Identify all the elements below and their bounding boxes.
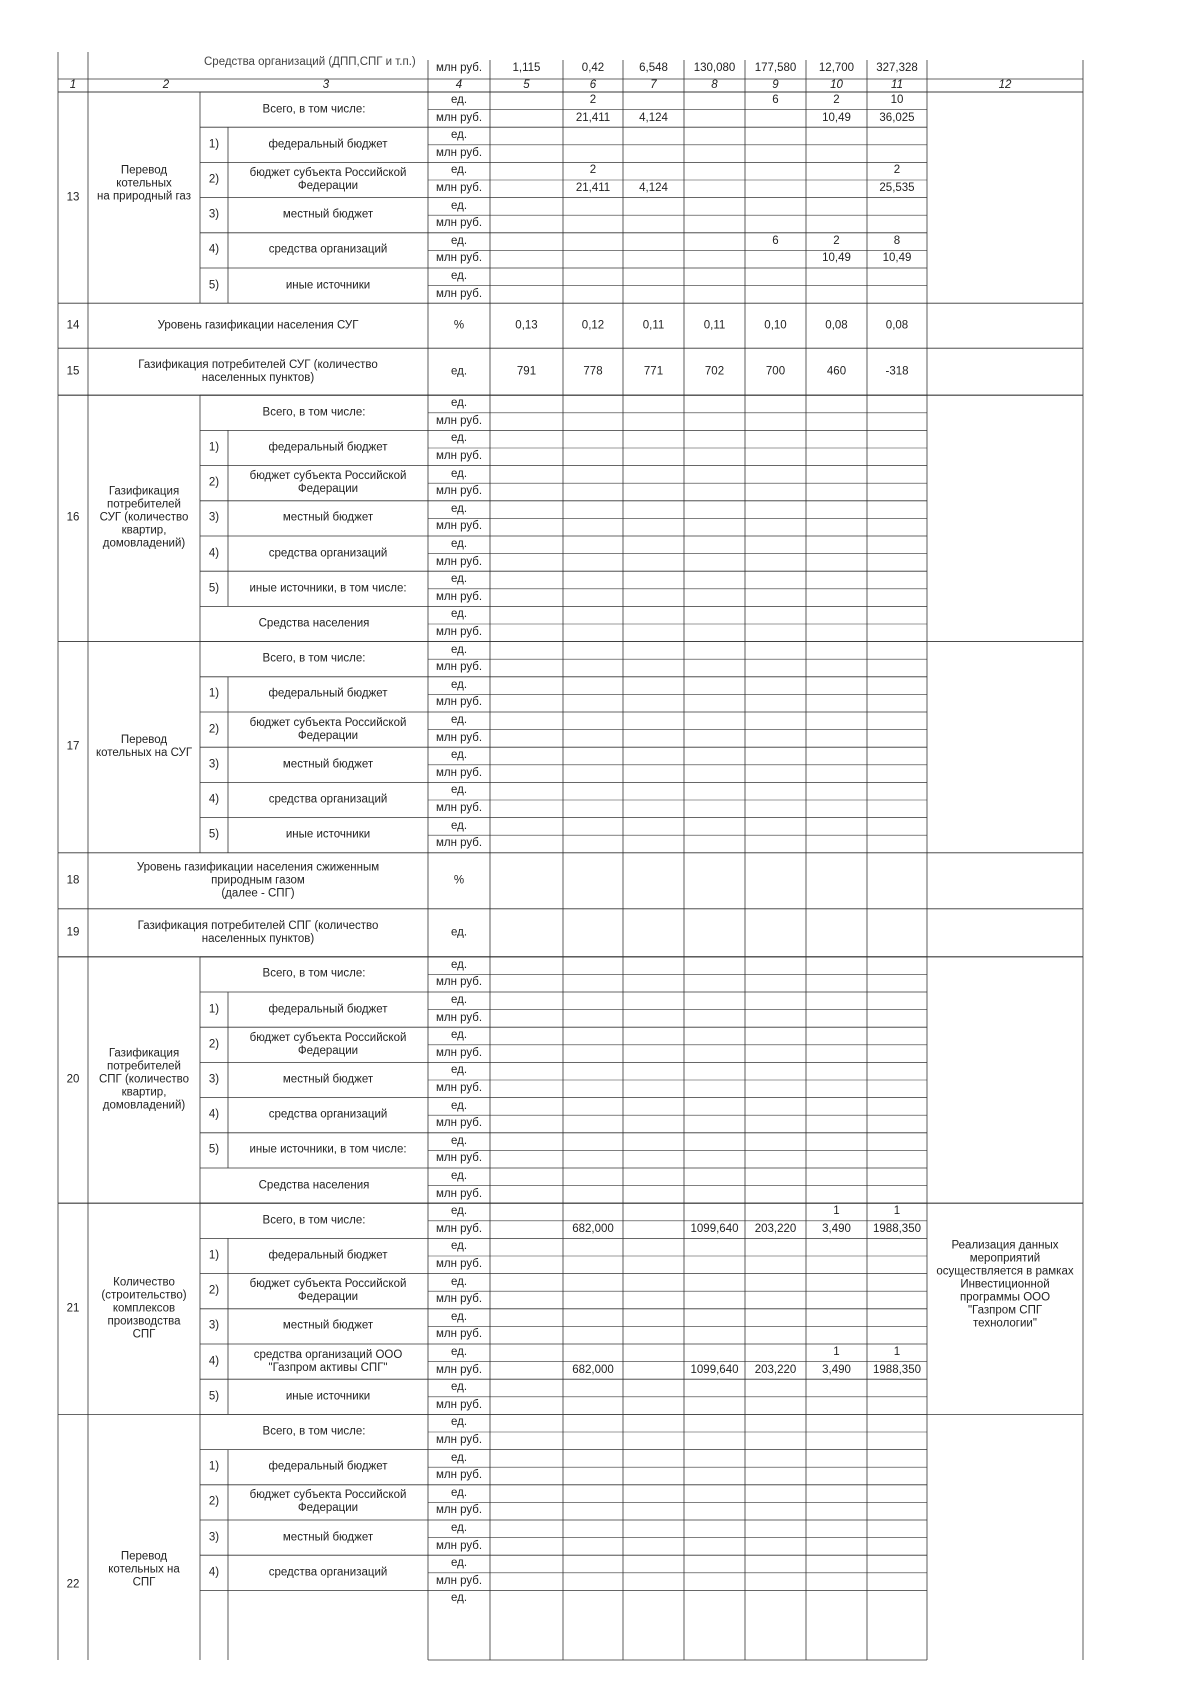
partial-row-value: 327,328 (876, 62, 918, 74)
row-number: 15 (66, 365, 80, 378)
value-cell: 3,490 (822, 1363, 851, 1376)
source-number: 3) (208, 208, 220, 221)
source-number: 1) (208, 441, 220, 454)
column-number: 5 (523, 79, 530, 91)
value-cell: 1 (833, 1205, 840, 1218)
row-number: 20 (66, 1073, 80, 1086)
value-cell: 0,12 (581, 319, 605, 332)
value-cell: 2 (833, 234, 840, 247)
partial-row-label: Средства организаций (ДПП,СПГ и т.п.) (204, 56, 416, 68)
unit-label: млн руб. (435, 252, 483, 265)
value-cell: 2 (589, 94, 597, 106)
row-number: 21 (66, 1302, 80, 1315)
unit-label: млн руб. (435, 1469, 483, 1482)
unit-label: млн руб. (435, 485, 483, 498)
value-cell: 1 (893, 1205, 901, 1218)
unit-label: млн руб. (435, 555, 483, 568)
source-number: 3) (208, 758, 220, 771)
row-name: Перевод котельных на природный газ (97, 164, 191, 203)
unit-label: ед. (450, 199, 468, 212)
unit-label: ед. (450, 397, 468, 410)
source-number: 3) (208, 511, 220, 524)
unit-label: ед. (450, 1170, 468, 1182)
value-cell: 36,025 (879, 111, 915, 124)
partial-row-value: 6,548 (639, 62, 668, 74)
source-label: местный бюджет (282, 511, 374, 524)
value-cell: 460 (826, 365, 847, 378)
column-number: 11 (891, 79, 903, 91)
source-number: 5) (208, 279, 220, 292)
column-number: 3 (322, 79, 330, 91)
value-cell: 0,08 (885, 319, 909, 332)
unit-label: млн руб. (435, 287, 483, 300)
column-number: 12 (998, 79, 1012, 91)
source-label: Всего, в том числе: (262, 967, 366, 980)
value-cell: 791 (516, 365, 537, 378)
value-cell: 3,490 (822, 1222, 851, 1235)
unit-label: ед. (450, 819, 468, 832)
unit-label: млн руб. (435, 520, 483, 533)
unit-label: ед. (450, 1346, 468, 1358)
unit-label: млн руб. (435, 590, 483, 603)
value-cell: 1099,640 (690, 1363, 739, 1376)
unit-label: % (453, 319, 465, 332)
source-number: 1) (208, 687, 220, 700)
unit-label: ед. (450, 432, 468, 445)
source-number: 3) (208, 1531, 220, 1544)
unit-label: ед. (450, 467, 468, 480)
unit-label: ед. (450, 1486, 468, 1499)
row-name: Перевод котельных на СПГ (108, 1550, 180, 1589)
column-number: 6 (589, 79, 597, 91)
unit-label: млн руб. (435, 217, 483, 230)
row-name: Перевод котельных на СУГ (95, 734, 193, 760)
value-cell: 25,535 (879, 182, 915, 194)
unit-label: млн руб. (435, 766, 483, 779)
source-label: средства организаций (268, 1108, 388, 1121)
unit-label: млн руб. (435, 146, 483, 159)
unit-label: ед. (450, 926, 468, 939)
source-label: Всего, в том числе: (262, 1214, 366, 1227)
source-label: средства организаций (268, 243, 388, 256)
unit-label: ед. (450, 1592, 468, 1605)
row-number: 14 (66, 319, 80, 332)
unit-label: ед. (450, 1240, 468, 1253)
unit-label: ед. (450, 164, 468, 177)
source-label: местный бюджет (282, 1319, 374, 1332)
value-cell: 1988,350 (873, 1222, 921, 1235)
column-number: 4 (455, 79, 463, 91)
unit-label: млн руб. (435, 1187, 483, 1200)
unit-label: млн руб. (435, 1574, 483, 1587)
value-cell: 21,411 (575, 182, 611, 194)
source-number: 1) (208, 1003, 220, 1016)
source-label: федеральный бюджет (268, 1003, 388, 1016)
unit-label: ед. (450, 502, 468, 515)
row-number: 19 (66, 926, 80, 939)
unit-label: млн руб. (435, 1293, 483, 1306)
row-name: Газификация потребителей СПГ (количество квартир, домовладений) (98, 1047, 190, 1112)
unit-label: ед. (450, 994, 468, 1006)
unit-label: ед. (450, 1416, 468, 1429)
source-number: 4) (208, 1108, 220, 1121)
source-number: 4) (208, 793, 220, 806)
source-label: средства организаций (268, 793, 388, 806)
unit-label: млн руб. (435, 1504, 483, 1517)
value-cell: 6 (772, 234, 779, 247)
source-number: 4) (208, 1355, 220, 1368)
unit-label: ед. (450, 1522, 468, 1534)
row-number: 18 (66, 874, 80, 887)
source-label: бюджет субъекта Российской Федерации (249, 167, 407, 192)
source-number: 2) (208, 723, 220, 736)
unit-label: ед. (450, 1134, 468, 1147)
unit-label: ед. (450, 270, 468, 282)
value-cell: 10,49 (882, 252, 912, 265)
value-cell: 4,124 (639, 111, 668, 124)
unit-label: млн руб. (435, 1539, 483, 1552)
source-number: 4) (208, 547, 220, 560)
unit-label: ед. (450, 1099, 468, 1112)
unit-label: млн руб. (435, 696, 483, 709)
value-cell: 778 (583, 365, 603, 378)
column-number: 9 (772, 79, 779, 91)
partial-row-value: 1,115 (512, 62, 541, 74)
source-label: Средства населения (258, 1179, 370, 1192)
source-label: иные источники (285, 828, 371, 841)
unit-label: млн руб. (435, 1046, 483, 1059)
row-name: Количество (строительство) комплексов производства СПГ (101, 1276, 187, 1341)
source-number: 1) (208, 1249, 220, 1262)
value-cell: 0,10 (764, 319, 787, 332)
value-cell: 1988,350 (873, 1363, 921, 1376)
unit-label: млн руб. (435, 414, 483, 427)
source-label: местный бюджет (282, 1073, 374, 1086)
source-number: 5) (208, 582, 220, 595)
value-cell: 4,124 (639, 182, 668, 194)
partial-row-value: 130,080 (693, 62, 736, 74)
partial-row-value: 177,580 (754, 62, 797, 74)
value-cell: 0,11 (642, 319, 665, 332)
source-number: 5) (208, 1390, 220, 1403)
partial-row-unit: млн руб. (435, 62, 483, 74)
unit-label: млн руб. (435, 1258, 483, 1270)
partial-row-value: 12,700 (818, 62, 855, 74)
value-cell: 2 (589, 164, 597, 177)
unit-label: млн руб. (435, 802, 483, 814)
unit-label: млн руб. (435, 1011, 483, 1024)
source-label: средства организаций (268, 547, 388, 560)
source-label: бюджет субъекта Российской Федерации (249, 1278, 407, 1304)
value-cell: 1 (893, 1346, 901, 1358)
source-number: 2) (208, 1495, 220, 1508)
source-label: иные источники (285, 1390, 371, 1403)
unit-label: ед. (450, 573, 468, 586)
value-cell: 2 (893, 164, 901, 177)
value-cell: 10 (890, 94, 904, 106)
partial-row-value: 0,42 (581, 62, 605, 74)
source-label: Всего, в том числе: (262, 406, 366, 419)
value-cell: -318 (885, 365, 909, 378)
unit-label: ед. (450, 538, 468, 550)
source-label: федеральный бюджет (268, 687, 388, 700)
unit-label: млн руб. (435, 976, 483, 989)
row-name: Уровень газификации населения сжиженным природным газом (далее - СПГ) (136, 861, 380, 900)
row-number: 17 (66, 740, 80, 753)
value-cell: 203,220 (754, 1363, 797, 1376)
unit-label: млн руб. (435, 1082, 483, 1094)
value-cell: 10,49 (822, 111, 851, 124)
unit-label: ед. (450, 94, 468, 106)
row-number: 22 (66, 1578, 80, 1591)
value-cell: 0,13 (515, 319, 538, 332)
unit-label: ед. (450, 608, 468, 621)
source-label: местный бюджет (282, 208, 374, 221)
unit-label: млн руб. (435, 1363, 483, 1376)
unit-label: млн руб. (435, 1328, 483, 1341)
source-number: 3) (208, 1319, 220, 1332)
value-cell: 0,11 (703, 319, 726, 332)
source-label: федеральный бюджет (268, 1249, 388, 1262)
unit-label: ед. (450, 784, 468, 797)
value-cell: 0,08 (825, 319, 848, 332)
value-cell: 682,000 (572, 1222, 614, 1235)
unit-label: ед. (450, 365, 468, 378)
source-label: иные источники, в том числе: (249, 1143, 407, 1156)
row-name: Газификация потребителей СУГ (количество квартир, домовладений) (99, 485, 189, 550)
source-label: федеральный бюджет (268, 138, 388, 151)
unit-label: млн руб. (435, 661, 483, 674)
unit-label: млн руб. (435, 182, 483, 194)
unit-label: ед. (450, 1557, 468, 1570)
unit-label: млн руб. (435, 111, 483, 124)
source-label: средства организаций ООО "Газпром активы СПГ" (253, 1348, 403, 1374)
source-number: 1) (208, 1460, 220, 1473)
value-cell: 771 (643, 365, 664, 378)
source-label: Всего, в том числе: (262, 103, 366, 116)
value-cell: 203,220 (754, 1222, 797, 1235)
unit-label: млн руб. (435, 1152, 483, 1165)
source-label: средства организаций (268, 1566, 388, 1579)
source-number: 2) (208, 476, 220, 489)
unit-label: млн руб. (435, 1398, 483, 1411)
source-label: Всего, в том числе: (262, 652, 366, 665)
value-cell: 702 (704, 365, 725, 378)
unit-label: ед. (450, 1381, 468, 1394)
source-label: бюджет субъекта Российской Федерации (249, 470, 407, 496)
value-cell: 8 (893, 234, 901, 247)
column-number: 10 (830, 79, 843, 91)
unit-label: % (453, 874, 465, 887)
unit-label: ед. (450, 1029, 468, 1042)
source-number: 3) (208, 1073, 220, 1086)
row-name: Газификация потребителей СПГ (количество населенных пунктов) (137, 919, 379, 945)
source-label: Средства населения (258, 617, 370, 630)
column-number: 1 (69, 79, 77, 91)
value-cell: 1 (833, 1346, 840, 1358)
unit-label: ед. (450, 678, 468, 691)
unit-label: млн руб. (435, 1117, 483, 1130)
row-note: Реализация данных мероприятий осуществляется в рамках Инвестиционной программы ООО "Газпром СПГ технологии" (936, 1239, 1074, 1330)
unit-label: ед. (450, 1275, 468, 1288)
source-label: иные источники, в том числе: (249, 582, 407, 595)
value-cell: 700 (765, 365, 786, 378)
value-cell: 10,49 (822, 252, 851, 265)
column-number: 8 (711, 79, 718, 91)
column-number: 7 (650, 79, 657, 91)
unit-label: ед. (450, 1064, 468, 1077)
source-label: бюджет субъекта Российской Федерации (249, 1031, 407, 1057)
column-number: 2 (162, 79, 170, 91)
unit-label: млн руб. (435, 1434, 483, 1446)
unit-label: млн руб. (435, 731, 483, 744)
unit-label: ед. (450, 714, 468, 726)
value-cell: 682,000 (572, 1363, 614, 1376)
unit-label: ед. (450, 1310, 468, 1323)
source-number: 2) (208, 1038, 220, 1051)
value-cell: 1099,640 (690, 1222, 739, 1235)
row-name: Газификация потребителей СУГ (количество населенных пунктов) (138, 358, 378, 384)
value-cell: 6 (772, 94, 779, 106)
unit-label: млн руб. (435, 837, 483, 850)
row-number: 13 (66, 191, 80, 204)
source-label: Всего, в том числе: (262, 1425, 366, 1438)
source-label: федеральный бюджет (268, 1460, 388, 1473)
source-label: местный бюджет (282, 758, 374, 771)
source-label: федеральный бюджет (268, 441, 388, 454)
source-label: местный бюджет (282, 1531, 374, 1544)
source-number: 4) (208, 243, 220, 256)
source-label: бюджет субъекта Российской Федерации (249, 716, 407, 742)
unit-label: млн руб. (435, 1222, 483, 1235)
source-number: 4) (208, 1566, 220, 1579)
row-name: Уровень газификации населения СУГ (157, 319, 359, 332)
unit-label: млн руб. (435, 450, 483, 462)
row-number: 16 (66, 511, 80, 524)
unit-label: ед. (450, 1451, 468, 1464)
value-cell: 21,411 (575, 111, 611, 124)
unit-label: ед. (450, 958, 468, 971)
source-number: 2) (208, 1284, 220, 1297)
source-label: иные источники (285, 279, 371, 292)
unit-label: ед. (450, 643, 468, 656)
value-cell: 2 (833, 94, 840, 106)
source-label: бюджет субъекта Российской Федерации (249, 1489, 407, 1515)
unit-label: ед. (450, 1205, 468, 1218)
source-number: 1) (208, 138, 220, 151)
unit-label: ед. (450, 129, 468, 142)
unit-label: млн руб. (435, 626, 483, 638)
unit-label: ед. (450, 749, 468, 762)
source-number: 5) (208, 828, 220, 841)
source-number: 5) (208, 1143, 220, 1156)
source-number: 2) (208, 173, 220, 186)
unit-label: ед. (450, 234, 468, 247)
